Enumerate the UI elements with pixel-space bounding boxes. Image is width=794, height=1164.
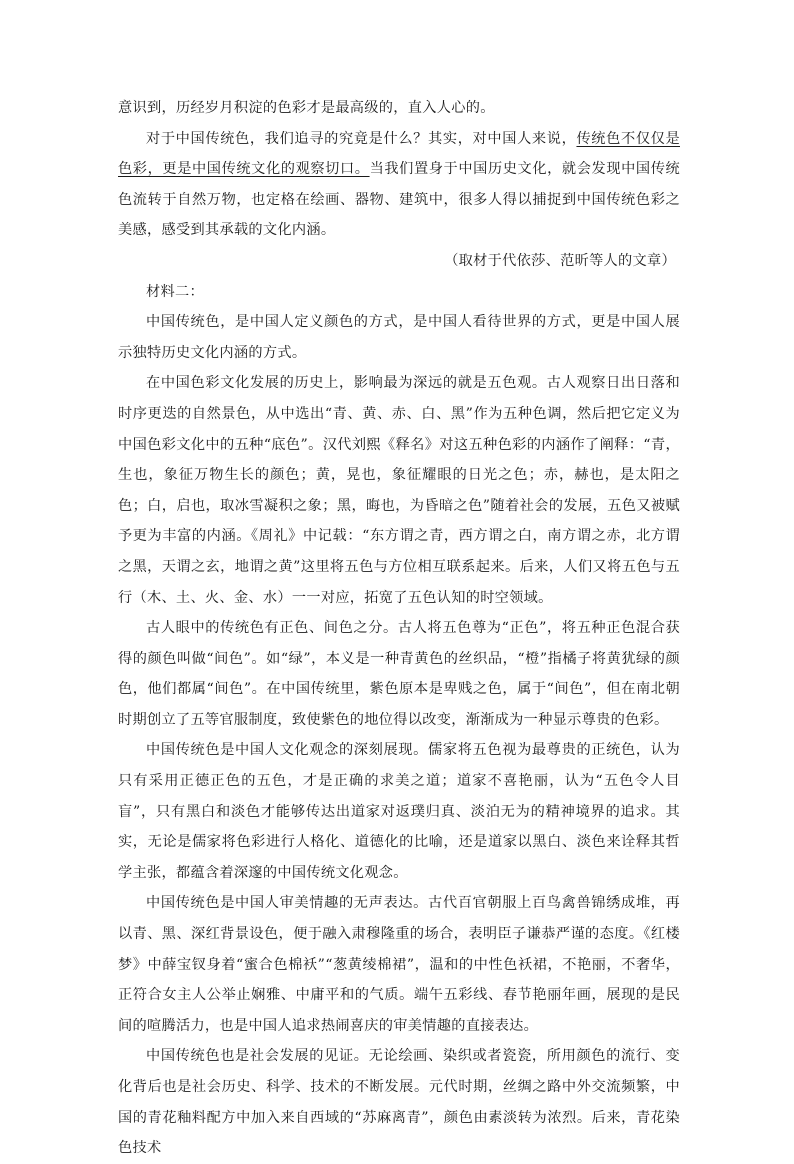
paragraph-primary-secondary-colors: 古人眼中的传统色有正色、间色之分。古人将五色尊为“正色”，将五种正色混合获得的颜色叫做“间色”。如“绿”，本义是一种青黄色的丝织品，“橙”指橘子将黄犹绿的颜色，他们都属“间色”。在中国传统里，紫色原本是卑贱之色，属于“间色”，但在南北朝时期创立了五等官服制度，致使紫色的地位得以改变，渐渐成为一种显示尊贵的色彩。 — [118, 620, 680, 728]
underlined-sentence: 传统色不仅仅是色彩，更是中国传统文化的观察切口。 — [118, 130, 680, 178]
paragraph-social-development: 中国传统色也是社会发展的见证。无论绘画、染织或者瓷瓷，所用颜色的流行、变化背后也是社会历史、科学、技术的不断发展。元代时期，丝绸之路中外交流频繁，中国的青花釉料配方中加入来自西域的“苏麻离青”，颜色由素淡转为浓烈。后来，青花染色技术 — [118, 1048, 680, 1157]
source-citation: （取材于代依莎、范昕等人的文章） — [444, 252, 676, 269]
paragraph-aesthetic-taste: 中国传统色是中国人审美情趣的无声表达。古代百官朝服上百鸟禽兽锦绣成堆，再以青、黑、深红背景设色，便于融入肃穆隆重的场合，表明臣子谦恭严谨的态度。《红楼梦》中薛宝钗身着“蜜合色棉袄”“葱黄绫棉裙”，温和的中性色袄裙，不艳丽，不奢华，正符合女主人公举止娴雅、中庸平和的气质。端午五彩线、春节艳丽年画，展现的是民间的喧腾活力，也是中国人追求热闹喜庆的审美情趣的直接表达。 — [118, 895, 680, 1034]
material-heading: 材料二： — [146, 283, 204, 300]
paragraph-cultural-concepts: 中国传统色是中国人文化观念的深刻展现。儒家将五色视为最尊贵的正统色，认为只有采用正德正色的五色，才是正确的求美之道；道家不喜艳丽，认为“五色令人目盲”，只有黑白和淡色才能够传达出道家对返璞归真、淡泊无为的精神境界的追求。其实，无论是儒家将色彩进行人格化、道德化的比喻，还是道家以黑白、淡色来诠释其哲学主张，都蕴含着深邃的中国传统文化观念。 — [118, 742, 680, 881]
paragraph-continued: 意识到，历经岁月积淀的色彩才是最高级的，直入人心的。 — [118, 100, 495, 116]
paragraph-definition: 中国传统色，是中国人定义颜色的方式，是中国人看待世界的方式，更是中国人展示独特历史文化内涵的方式。 — [118, 314, 680, 361]
paragraph-traditional-color-question — [118, 124, 680, 246]
paragraph-text: 对于中国传统色，我们追寻的究竟是什么？其实，对中国人来说， — [146, 130, 577, 147]
paragraph-five-colors: 在中国色彩文化发展的历史上，影响最为深远的就是五色观。古人观察日出日落和时序更迭的自然景色，从中选出“青、黄、赤、白、黑”作为五种色调，然后把它定义为中国色彩文化中的五种“底色”。汉代刘熙《释名》对这五种色彩的内涵作了阐释：“青，生也，象征万物生长的颜色；黄，晃也，象征耀眼的日光之色；赤，赫也，是太阳之色；白，启也，取冰雪凝积之象；黑，晦也，为昏暗之色”随着社会的发展，五色又被赋予更为丰富的内涵。《周礼》中记载：“东方谓之青，西方谓之白，南方谓之赤，北方谓之黑，天谓之玄，地谓之黄”这里将五色与方位相互联系起来。后来，人们又将五色与五行（木、土、火、金、水）一一对应，拓宽了五色认知的时空领域。 — [118, 375, 680, 606]
document-page — [118, 93, 680, 1164]
paragraph-text: 当我们置身于中国历史文化，就会发现中国传统色流转于自然万物，也定格在绘画、器物、建筑中，很多人得以捕捉到中国传统色彩之美感，感受到其承载的文化内涵。 — [118, 161, 680, 239]
